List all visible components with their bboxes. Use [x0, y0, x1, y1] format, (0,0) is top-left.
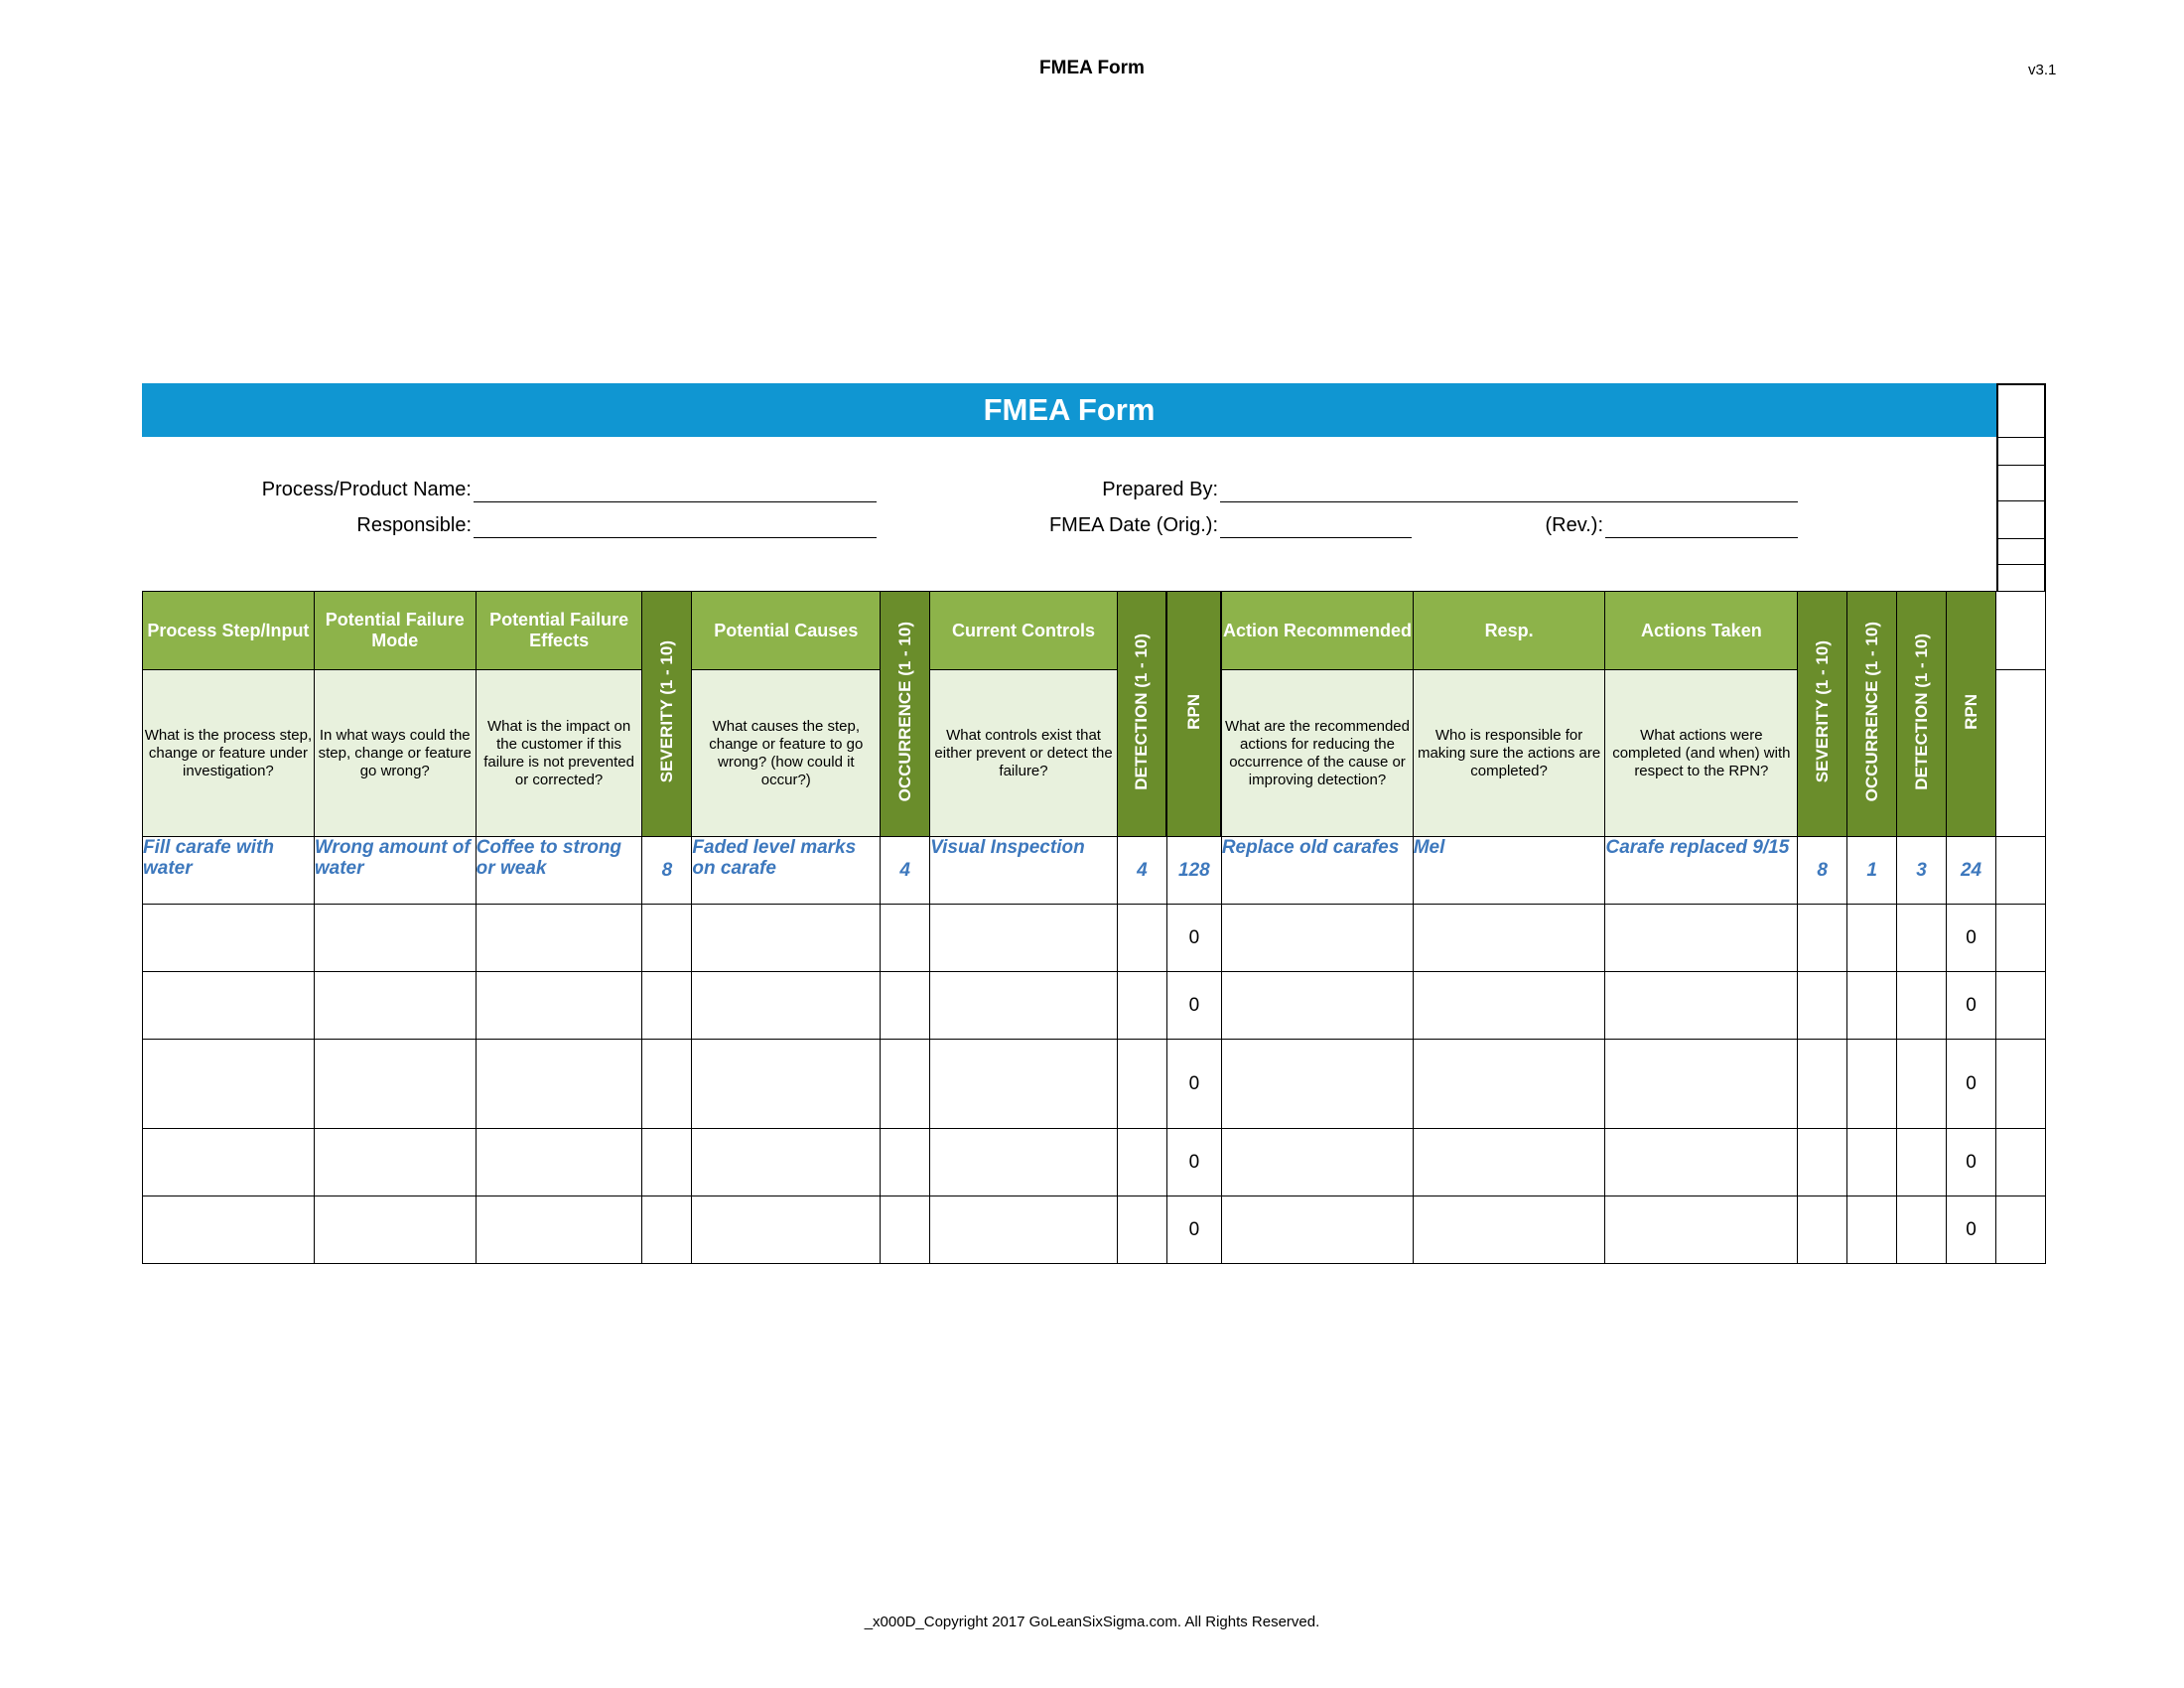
blank-cell — [1995, 592, 2045, 670]
header-resp: Resp. — [1413, 592, 1605, 670]
desc-actions-taken: What actions were completed (and when) with respect to the RPN? — [1605, 670, 1798, 837]
header-severity: SEVERITY (1 - 10) — [642, 592, 692, 837]
desc-action-recommended: What are the recommended actions for reducing the occurrence of the cause or improving detection? — [1221, 670, 1413, 837]
cell-controls[interactable] — [930, 1129, 1118, 1196]
rev-label: (Rev.): — [1545, 514, 1603, 536]
cell-rpn: 0 — [1166, 1196, 1221, 1264]
cell-action-recommended[interactable] — [1221, 905, 1413, 972]
table-row — [143, 837, 2046, 905]
prepared-by-label: Prepared By: — [1102, 479, 1218, 500]
blank-cell — [1995, 1196, 2045, 1264]
cell-severity[interactable]: 8 — [642, 837, 692, 905]
fmea-date-label: FMEA Date (Orig.): — [1048, 514, 1218, 536]
header-detection-2: DETECTION (1 - 10) — [1897, 592, 1947, 837]
table-row — [143, 1196, 2046, 1264]
cell-severity-2[interactable] — [1798, 1040, 1847, 1129]
cell-process-step[interactable] — [143, 1129, 315, 1196]
cell-occurrence-2[interactable] — [1847, 905, 1897, 972]
cell-rpn: 0 — [1166, 972, 1221, 1040]
cell-failure-mode[interactable] — [314, 1040, 476, 1129]
cell-rpn-2: 0 — [1947, 972, 1996, 1040]
cell-rpn: 0 — [1166, 1129, 1221, 1196]
desc-causes: What causes the step, change or feature to go wrong? (how could it occur?) — [692, 670, 881, 837]
cell-detection[interactable] — [1117, 1040, 1166, 1129]
header-action-recommended: Action Recommended — [1221, 592, 1413, 670]
cell-rpn-2: 0 — [1947, 905, 1996, 972]
cell-controls[interactable] — [930, 905, 1118, 972]
cell-severity-2[interactable] — [1798, 1129, 1847, 1196]
cell-causes[interactable]: Faded level marks on carafe — [692, 837, 881, 905]
table-row — [143, 1040, 2046, 1129]
cell-detection[interactable] — [1117, 905, 1166, 972]
blank-cell — [1995, 670, 2045, 837]
header-occurrence: OCCURRENCE (1 - 10) — [881, 592, 930, 837]
cell-action-recommended[interactable] — [1221, 1196, 1413, 1264]
cell-process-step[interactable] — [143, 1040, 315, 1129]
cell-severity-2[interactable] — [1798, 972, 1847, 1040]
cell-action-recommended[interactable] — [1221, 972, 1413, 1040]
cell-severity[interactable] — [642, 905, 692, 972]
cell-resp[interactable] — [1413, 1040, 1605, 1129]
blank-cell — [1995, 837, 2045, 905]
cell-occurrence-2[interactable] — [1847, 1040, 1897, 1129]
header-failure-mode: Potential Failure Mode — [314, 592, 476, 670]
cell-controls[interactable] — [930, 972, 1118, 1040]
cell-rpn-2: 0 — [1947, 1040, 1996, 1129]
cell-severity[interactable] — [642, 1040, 692, 1129]
process-name-label: Process/Product Name: — [261, 479, 472, 500]
cell-occurrence[interactable] — [881, 1040, 930, 1129]
prepared-by-field[interactable] — [1220, 501, 1798, 502]
cell-detection-2[interactable] — [1897, 905, 1947, 972]
cell-failure-effects[interactable] — [476, 1129, 642, 1196]
version-label: v3.1 — [2028, 62, 2057, 78]
cell-resp[interactable] — [1413, 1129, 1605, 1196]
cell-severity[interactable] — [642, 1196, 692, 1264]
table-row — [143, 1129, 2046, 1196]
cell-severity-2[interactable] — [1798, 905, 1847, 972]
cell-causes[interactable] — [692, 1040, 881, 1129]
cell-detection[interactable] — [1117, 1196, 1166, 1264]
cell-actions-taken[interactable] — [1605, 972, 1798, 1040]
cell-causes[interactable] — [692, 972, 881, 1040]
cell-causes[interactable] — [692, 905, 881, 972]
table-row — [143, 905, 2046, 972]
cell-controls[interactable]: Visual Inspection — [930, 837, 1118, 905]
description-row — [143, 670, 2046, 837]
cell-occurrence-2[interactable] — [1847, 1129, 1897, 1196]
cell-detection-2[interactable] — [1897, 1040, 1947, 1129]
desc-failure-effects: What is the impact on the customer if this failure is not prevented or corrected? — [476, 670, 642, 837]
cell-process-step[interactable]: Fill carafe with water — [143, 837, 315, 905]
responsible-field[interactable] — [474, 537, 877, 538]
page-header: FMEA Form — [1039, 58, 1145, 78]
rev-field[interactable] — [1605, 537, 1798, 538]
cell-failure-effects[interactable] — [476, 1040, 642, 1129]
cell-occurrence[interactable] — [881, 905, 930, 972]
cell-controls[interactable] — [930, 1040, 1118, 1129]
header-process-step: Process Step/Input — [143, 592, 315, 670]
cell-rpn-2: 0 — [1947, 1196, 1996, 1264]
cell-detection-2[interactable] — [1897, 1129, 1947, 1196]
header-failure-effects: Potential Failure Effects — [476, 592, 642, 670]
cell-detection-2[interactable] — [1897, 1196, 1947, 1264]
header-severity-2: SEVERITY (1 - 10) — [1798, 592, 1847, 837]
cell-failure-mode[interactable] — [314, 1196, 476, 1264]
cell-actions-taken[interactable] — [1605, 905, 1798, 972]
cell-severity[interactable] — [642, 1129, 692, 1196]
cell-actions-taken[interactable] — [1605, 1129, 1798, 1196]
fmea-form — [142, 383, 2046, 1265]
table-row — [143, 972, 2046, 1040]
cell-rpn-2: 24 — [1947, 837, 1996, 905]
fmea-date-field[interactable] — [1220, 537, 1412, 538]
blank-cell — [1995, 905, 2045, 972]
header-rpn: RPN — [1166, 592, 1221, 837]
cell-occurrence[interactable] — [881, 1129, 930, 1196]
cell-occurrence[interactable] — [881, 1196, 930, 1264]
cell-resp[interactable]: Mel — [1413, 837, 1605, 905]
desc-controls: What controls exist that either prevent or detect the failure? — [930, 670, 1118, 837]
blank-cell — [1995, 1040, 2045, 1129]
cell-failure-effects[interactable] — [476, 905, 642, 972]
header-row — [143, 592, 2046, 670]
cell-detection[interactable]: 4 — [1117, 837, 1166, 905]
cell-controls[interactable] — [930, 1196, 1118, 1264]
cell-process-step[interactable] — [143, 905, 315, 972]
cell-failure-effects[interactable] — [476, 1196, 642, 1264]
header-rpn-2: RPN — [1947, 592, 1996, 837]
cell-process-step[interactable] — [143, 972, 315, 1040]
cell-occurrence-2[interactable] — [1847, 972, 1897, 1040]
cell-detection-2[interactable]: 3 — [1897, 837, 1947, 905]
cell-detection[interactable] — [1117, 1129, 1166, 1196]
cell-rpn: 128 — [1166, 837, 1221, 905]
blank-cell — [1995, 972, 2045, 1040]
cell-resp[interactable] — [1413, 905, 1605, 972]
fmea-table — [142, 591, 2046, 1264]
process-name-field[interactable] — [474, 501, 877, 502]
cell-causes[interactable] — [692, 1196, 881, 1264]
header-detection: DETECTION (1 - 10) — [1117, 592, 1166, 837]
cell-severity[interactable] — [642, 972, 692, 1040]
cell-actions-taken[interactable] — [1605, 1196, 1798, 1264]
cell-rpn: 0 — [1166, 905, 1221, 972]
cell-resp[interactable] — [1413, 1196, 1605, 1264]
cell-resp[interactable] — [1413, 972, 1605, 1040]
cell-failure-effects[interactable] — [476, 972, 642, 1040]
right-margin-column — [1996, 383, 2046, 592]
cell-failure-mode[interactable] — [314, 905, 476, 972]
cell-occurrence[interactable] — [881, 972, 930, 1040]
cell-actions-taken[interactable]: Carafe replaced 9/15 — [1605, 837, 1798, 905]
cell-detection[interactable] — [1117, 972, 1166, 1040]
desc-process-step: What is the process step, change or feature under investigation? — [143, 670, 315, 837]
cell-failure-mode[interactable]: Wrong amount of water — [314, 837, 476, 905]
responsible-label: Responsible: — [356, 514, 472, 536]
cell-action-recommended[interactable] — [1221, 1129, 1413, 1196]
blank-cell — [1995, 1129, 2045, 1196]
header-occurrence-2: OCCURRENCE (1 - 10) — [1847, 592, 1897, 837]
cell-action-recommended[interactable]: Replace old carafes — [1221, 837, 1413, 905]
header-causes: Potential Causes — [692, 592, 881, 670]
cell-causes[interactable] — [692, 1129, 881, 1196]
cell-rpn: 0 — [1166, 1040, 1221, 1129]
cell-failure-mode[interactable] — [314, 1129, 476, 1196]
copyright-footer: _x000D_Copyright 2017 GoLeanSixSigma.com. All Rights Reserved. — [864, 1614, 1320, 1630]
desc-resp: Who is responsible for making sure the actions are completed? — [1413, 670, 1605, 837]
cell-severity-2[interactable] — [1798, 1196, 1847, 1264]
cell-occurrence[interactable]: 4 — [881, 837, 930, 905]
cell-failure-effects[interactable]: Coffee to strong or weak — [476, 837, 642, 905]
header-actions-taken: Actions Taken — [1605, 592, 1798, 670]
cell-rpn-2: 0 — [1947, 1129, 1996, 1196]
cell-failure-mode[interactable] — [314, 972, 476, 1040]
desc-failure-mode: In what ways could the step, change or feature go wrong? — [314, 670, 476, 837]
header-controls: Current Controls — [930, 592, 1118, 670]
cell-action-recommended[interactable] — [1221, 1040, 1413, 1129]
cell-severity-2[interactable]: 8 — [1798, 837, 1847, 905]
cell-detection-2[interactable] — [1897, 972, 1947, 1040]
cell-process-step[interactable] — [143, 1196, 315, 1264]
cell-occurrence-2[interactable]: 1 — [1847, 837, 1897, 905]
cell-occurrence-2[interactable] — [1847, 1196, 1897, 1264]
form-title: FMEA Form — [142, 383, 1996, 437]
cell-actions-taken[interactable] — [1605, 1040, 1798, 1129]
